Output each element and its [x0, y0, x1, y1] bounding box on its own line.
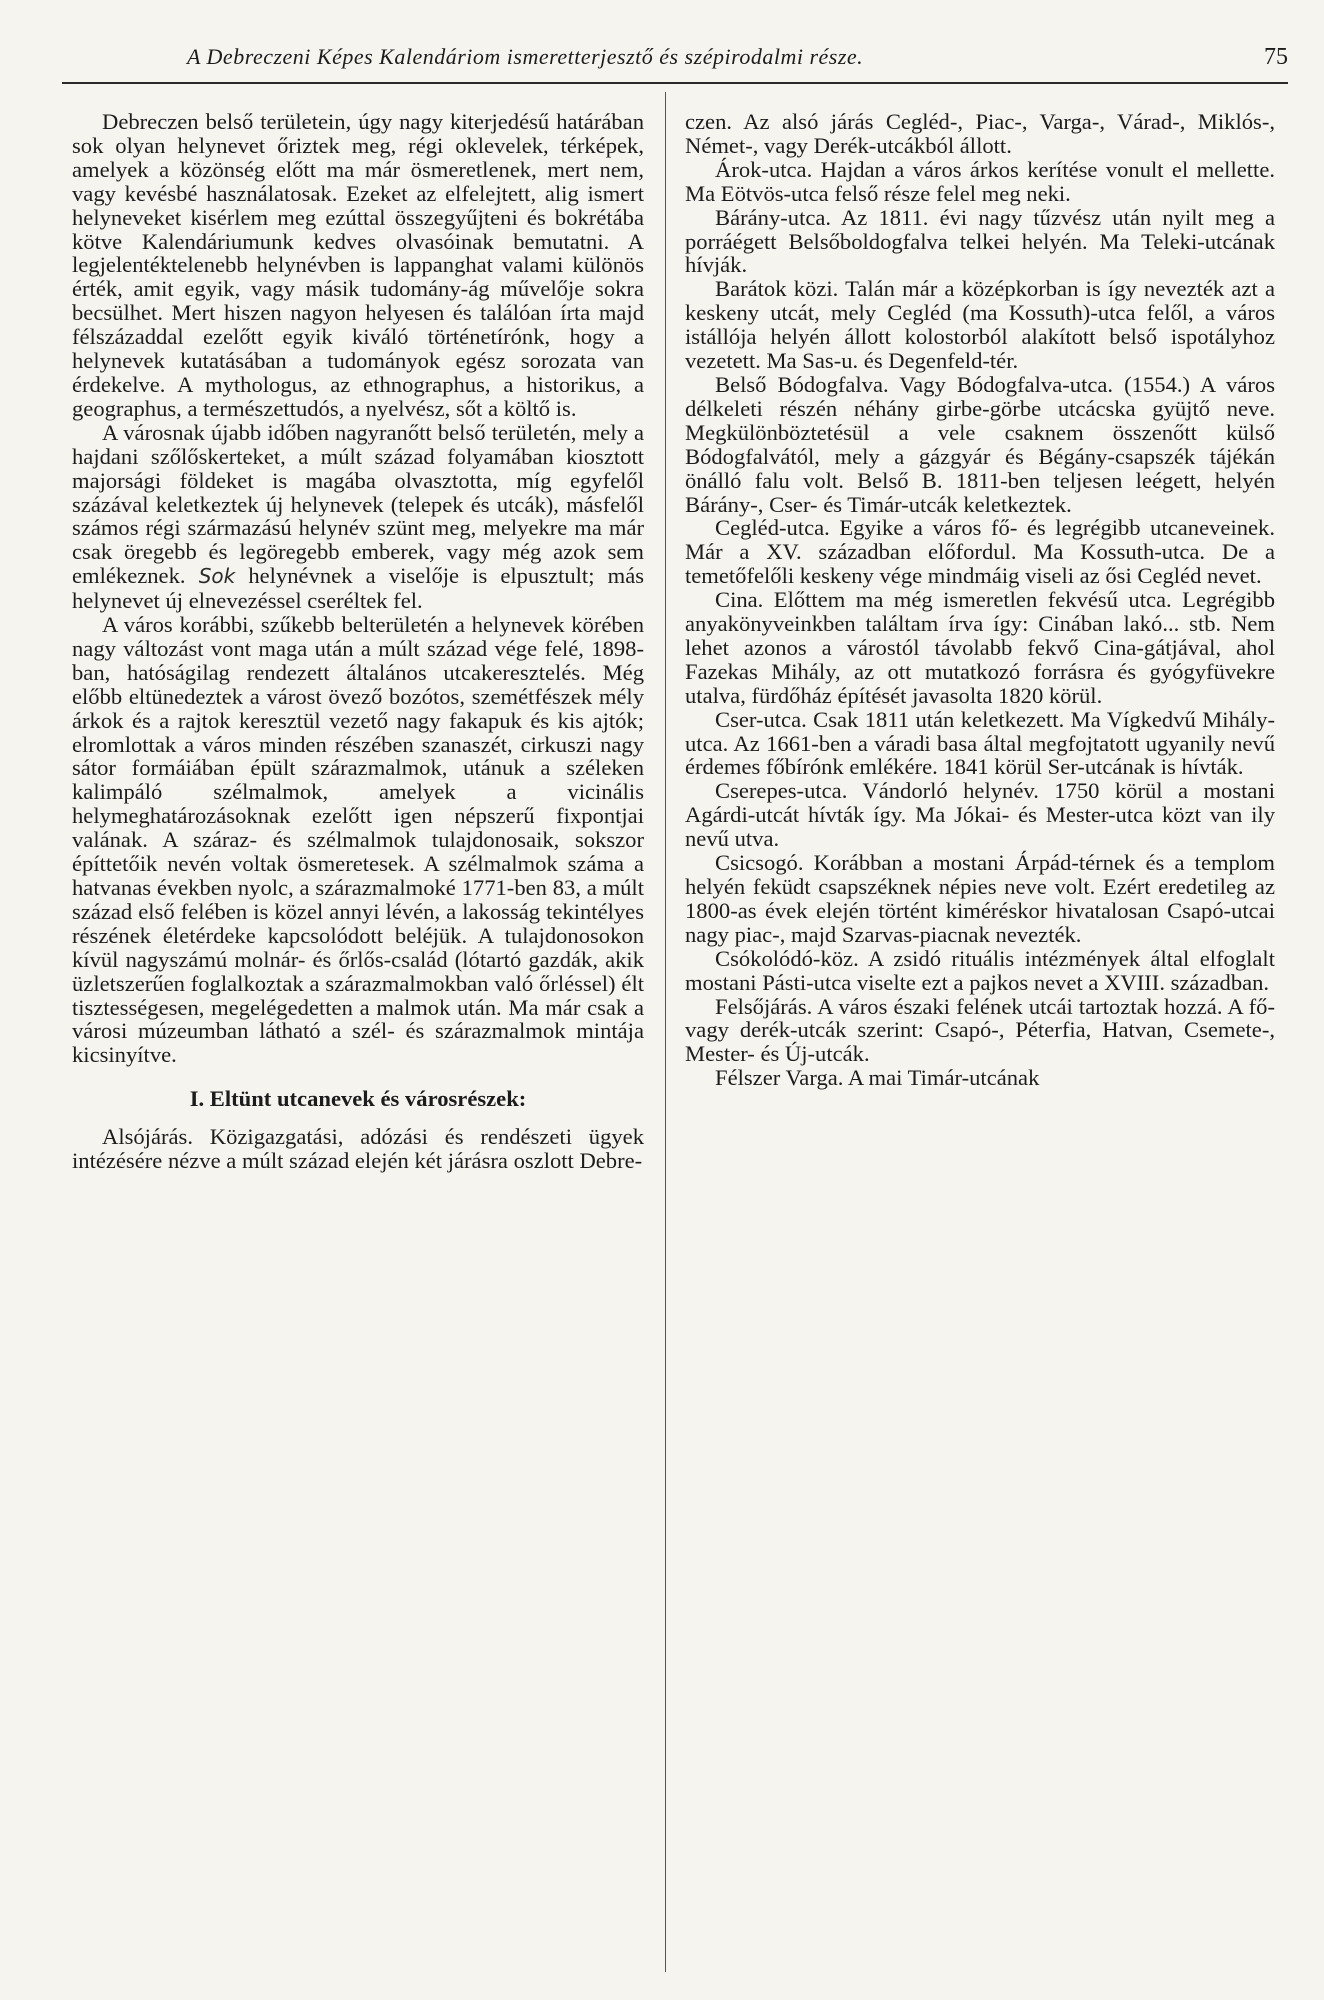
section-heading: I. Eltünt utcanevek és városrészek:	[189, 1086, 527, 1112]
right-column	[685, 110, 1275, 1090]
street-entry: Belső Bódogfalva. Vagy Bódogfalva-utca. (1554.) A város délkeleti részén néhány girbe-görbe utcácska gyüjtő neve. Megkülönböztetésül a vele csaknem összenőtt külső Bódogfalvától, mely a gázgyár és Bégány-csapszék tájékán önálló falu volt. Belső B. 1811-ben teljesen leégett, helyén Bárány-, Cser- és Timár-utcák keletkeztek.	[685, 371, 1275, 517]
second-paragraph-text: A városnak újabb időben nagyranőtt belső területén, mely a hajdani szőlőskerteket, a múlt század folyamában kiosztott majorsági földeket is magába olvasztotta, míg egyfelől százával keletkeztek új helynevek (telepek és utcák), másfelől számos régi származású helynév szünt meg, melyekre ma már csak öregebb és legöregebb emberek, vagy még azok sem emlékeznek.	[72, 419, 644, 589]
page-header	[62, 44, 1288, 80]
street-entry: Cser-utca. Csak 1811 után keletkezett. Ma Vígkedvű Mihály-utca. Az 1661-ben a váradi basa által megfojtatott ugyanily nevű érdemes főbírónk emlékére. 1841 körül Ser-utcának is hívták.	[685, 706, 1275, 780]
street-entry: czen. Az alsó járás Cegléd-, Piac-, Varga-, Várad-, Miklós-, Német-, vagy Derék-utcákból állott.	[685, 109, 1275, 158]
last-paragraph: Alsójárás. Közigazgatási, adózási és rendészeti ügyek intézésére nézve a múlt század elején két járásra oszlott Debre-	[72, 1124, 644, 1174]
street-entry: Árok-utca. Hajdan a város árkos kerítése vonult el mellette. Ma Eötvös-utca felső része felel meg neki.	[685, 156, 1275, 206]
street-entry: Cina. Előttem ma még ismeretlen fekvésű utca. Legrégibb anyakönyveinkben találtam írva így: Cinában lakó... stb. Nem lehet azonos a várostól távolabb fekvő Cina-gátjával, ahol Fazekas Mihály, az ott mutatkozó forrásra és gyógyfüvekre utalva, fürdőház építését javasolta 1820 körül.	[685, 587, 1275, 708]
street-entry: Cegléd-utca. Egyike a város fő- és legrégibb utcaneveinek. Már a XV. században előfordul. Ma Kossuth-utca. De a temetőfelőli keskeny vége mindmáig viseli az ősi Cegléd nevet.	[685, 515, 1275, 589]
running-head: A Debreczeni Képes Kalendáriom ismeretterjesztő és szépirodalmi része.	[187, 44, 864, 69]
header-rule	[62, 82, 1288, 84]
page-number: 75	[1264, 44, 1288, 70]
second-paragraph-continuation: helynévnek a viselője is elpusztult; más helynevet új elnevezéssel cseréltek fel.	[72, 563, 645, 614]
street-entry: Csókolódó-köz. A zsidó rituális intézmények által elfoglalt mostani Pásti-utca viselte ezt a pajkos nevet a XVIII. században.	[685, 945, 1275, 995]
street-entry: Csicsogó. Korábban a mostani Árpád-térnek és a templom helyén feküdt csapszéknek népies neve volt. Ezért eredetileg az 1800-as évek elején történt kiméréskor hivatalosan Csapó-utcai nagy piac-, majd Szarvas-piacnak nevezték.	[685, 850, 1275, 947]
street-entry: Félszer Varga. A mai Timár-utcának	[715, 1065, 1040, 1091]
left-column	[72, 110, 644, 1173]
street-entry: Barátok közi. Talán már a középkorban is így nevezték azt a keskeny utcát, mely Cegléd (ma Kossuth)-utca felől, a város istállója helyén állott kolostorból alakított belső ispotályhoz vezetett. Ma Sas-u. és Degenfeld-tér.	[685, 276, 1275, 374]
street-entry: Cserepes-utca. Vándorló helynév. 1750 körül a mostani Agárdi-utcát hívták így. Ma Jókai- és Mester-utca közt van ily nevű utva.	[685, 778, 1275, 852]
street-entry: Bárány-utca. Az 1811. évi nagy tűzvész után nyilt meg a porráégett Belsőboldogfalva telkei helyén. Ma Teleki-utcának hívják.	[685, 204, 1275, 278]
handwritten-annotation: Sok	[198, 564, 236, 589]
third-paragraph: A város korábbi, szűkebb belterületén a helynevek körében nagy változást vont maga után a múlt század vége felé, 1898-ban, hatóságilag rendezett általános utcakeresztelés. Még előbb eltünedeztek a várost övező bozótos, szemétfészek mély árkok és a rajtok keresztül vezető nagy fakapuk és kis ajtók; elromlottak a város minden részében szanaszét, cirkuszi nagy sátor formáiában épült szárazmalmok, utánuk a széleken kalimpáló szélmalmok, amelyek a vicinális helymeghatározásoknak ezelőtt igen népszerű fixpontjai valának. A száraz- és szélmalmok tulajdonosaik, sokszor építtetőik nevén voltak ösmeretesek. A szélmalmok száma a hatvanas években nyolc, a szárazmalmoké 1771-ben 83, a múlt század első felében is közel annyi lévén, a lakosság tekintélyes részének életérdeke kapcsolódott beléjük. A tulajdonosokon kívül nagyszámú molnár- és őrlős-család (lótartó gazdák, akik üzletszerűen foglalkoztak a szárazmalmokban való őrléssel) élt tisztességesen, megelégedetten a malmok után. Ma már csak a városi múzeumban látható a szél- és szárazmalmok mintája kicsinyítve.	[72, 612, 644, 1068]
intro-paragraph: Debreczen belső területein, úgy nagy kiterjedésű határában sok olyan helynevet őriztek meg, régi oklevelek, térképek, amelyek a közönség előtt ma már ösmeretlenek, mert nem, vagy kevésbé használatosak. Ezeket az elfelejtett, alig ismert helyneveket kisérlem meg ezúttal összegyűjteni és bokrétába kötve Kalendáriumunk kedves olvasóinak bemutatni. A legjelentéktelenebb helynévben is lappanghat valami különös érték, amit egyik, vagy másik tudomány-ág művelője sokra becsülhet. Mert hiszen nagyon helyesen és találóan írta majd félszázaddal ezelőtt egyik kiváló történetírónk, hogy a helynevek kutatásában a tudományok egész sorozata van érdekelve. A mythologus, az ethnographus, a historikus, a geographus, a természettudós, a nyelvész, sőt a költő is.	[72, 109, 644, 421]
street-entry: Felsőjárás. A város északi felének utcái tartoztak hozzá. A fő- vagy derék-utcák szerint: Csapó-, Péterfia, Hatvan, Csemete-, Mester- és Új-utcák.	[685, 993, 1275, 1067]
second-paragraph	[72, 421, 644, 613]
column-divider	[665, 92, 666, 1972]
